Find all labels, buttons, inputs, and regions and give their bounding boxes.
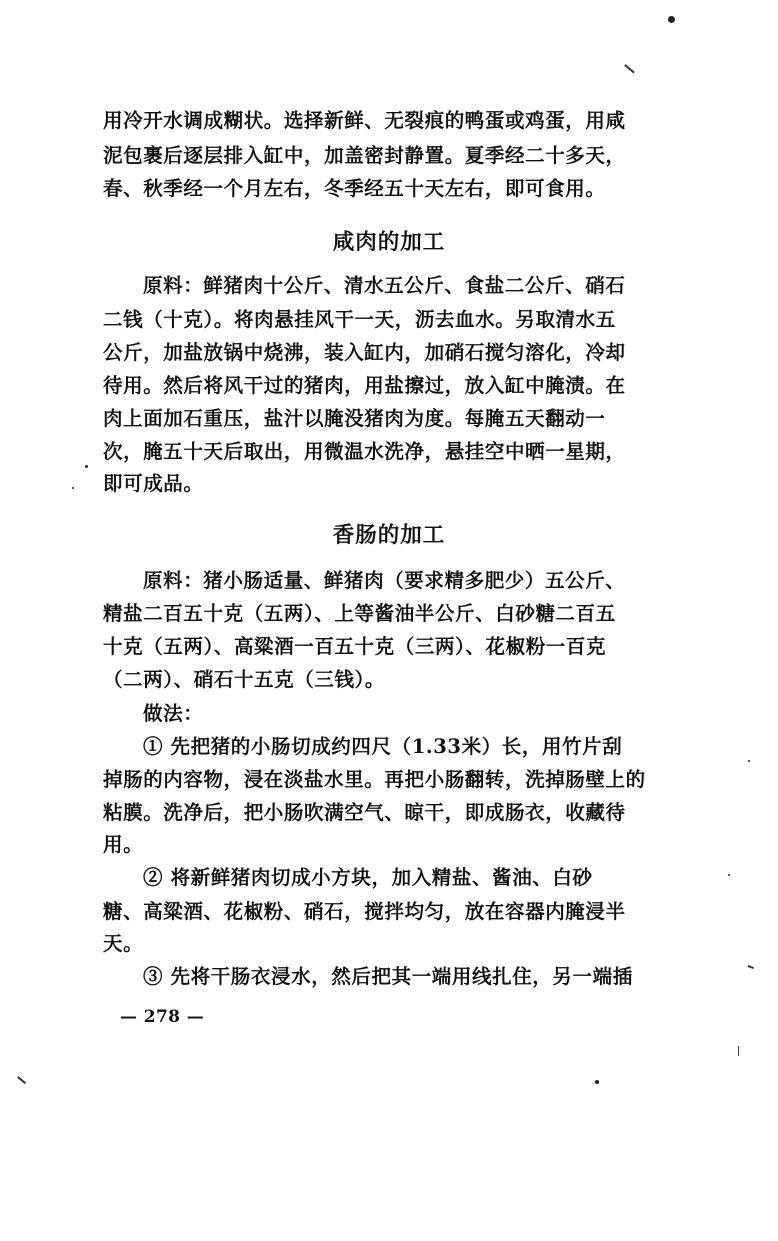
sausage-step-1-line-1: ① 先把猪的小肠切成约四尺（1.33米）长，用竹片刮	[143, 735, 623, 758]
scan-mark	[738, 1046, 739, 1056]
page-number: — 278 —	[120, 1007, 205, 1027]
intro-line-1: 用冷开水调成糊状。选择新鲜、无裂痕的鸭蛋或鸡蛋，用咸	[103, 109, 626, 132]
salted-pork-line-7: 即可成品。	[103, 472, 204, 495]
salted-pork-line-2: 二钱（十克）。将肉悬挂风干一天，沥去血水。另取清水五	[103, 308, 616, 331]
intro-line-3: 春、秋季经一个月左右，冬季经五十天左右，即可食用。	[103, 177, 606, 200]
section-heading-sausage: 香肠的加工	[332, 523, 446, 548]
intro-line-2: 泥包裹后逐层排入缸中，加盖密封静置。夏季经二十多天，	[103, 144, 626, 167]
sausage-step-1-line-4: 用。	[103, 833, 144, 856]
salted-pork-line-6: 次，腌五十天后取出，用微温水洗净，悬挂空中晒一星期，	[103, 440, 626, 463]
sausage-step-2-line-2: 糖、高粱酒、花椒粉、硝石，搅拌均匀，放在容器内腌浸半	[103, 900, 626, 923]
sausage-line-2: 精盐二百五十克（五两）、上等酱油半公斤、白砂糖二百五	[103, 602, 616, 625]
section-heading-salted-pork: 咸肉的加工	[332, 230, 446, 255]
scan-speck	[72, 487, 74, 489]
salted-pork-line-1: 原料：鲜猪肉十公斤、清水五公斤、食盐二公斤、硝石	[143, 274, 626, 297]
scan-mark	[748, 965, 754, 968]
scan-speck	[85, 465, 88, 468]
sausage-line-3: 十克（五两）、高粱酒一百五十克（三两）、花椒粉一百克	[103, 635, 607, 658]
sausage-step-2-line-1: ② 将新鲜猪肉切成小方块，加入精盐、酱油、白砂	[143, 866, 593, 889]
sausage-step-1-line-3: 粘膜。洗净后，把小肠吹满空气、晾干，即成肠衣，收藏待	[103, 801, 626, 824]
scan-speck	[748, 760, 750, 762]
sausage-step-3-line-1: ③ 先将干肠衣浸水，然后把其一端用线扎住，另一端插	[143, 965, 633, 988]
sausage-step-2-line-3: 天。	[103, 932, 144, 955]
sausage-line-4: （二两）、硝石十五克（三钱）。	[103, 668, 386, 691]
scan-speck	[728, 874, 730, 876]
sausage-method-label: 做法：	[143, 702, 204, 725]
salted-pork-line-4: 待用。然后将风干过的猪肉，用盐擦过，放入缸中腌渍。在	[103, 374, 626, 397]
scan-mark	[625, 64, 635, 73]
sausage-line-1: 原料：猪小肠适量、鲜猪肉（要求精多肥少）五公斤、	[143, 569, 626, 592]
salted-pork-line-3: 公斤，加盐放锅中烧沸，装入缸内，加硝石搅匀溶化，冷却	[103, 341, 626, 364]
scan-mark	[18, 1076, 27, 1084]
scan-speck	[595, 1080, 599, 1084]
scan-speck	[668, 16, 675, 23]
sausage-step-1-line-2: 掉肠的内容物，浸在淡盐水里。再把小肠翻转，洗掉肠壁上的	[103, 768, 646, 791]
salted-pork-line-5: 肉上面加石重压，盐汁以腌没猪肉为度。每腌五天翻动一	[103, 407, 606, 430]
